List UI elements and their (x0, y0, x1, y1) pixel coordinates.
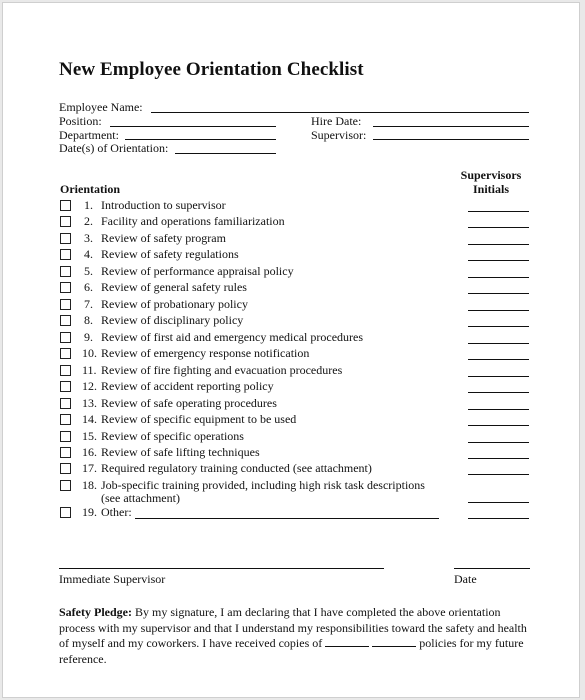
item-number: 11. (82, 363, 97, 377)
item-text: Review of specific operations (101, 429, 244, 443)
other-line[interactable] (135, 518, 439, 519)
document-page (2, 2, 580, 698)
checkbox[interactable] (60, 282, 71, 293)
initials-line[interactable] (468, 458, 529, 459)
orientation-header: Orientation (60, 182, 120, 196)
item-number: 8. (84, 313, 93, 327)
checkbox[interactable] (60, 315, 71, 326)
safety-pledge-label: Safety Pledge: (59, 605, 132, 619)
checkbox[interactable] (60, 200, 71, 211)
item-text: Review of safety regulations (101, 247, 239, 261)
dates-of-orientation-line[interactable] (175, 153, 276, 154)
checkbox[interactable] (60, 249, 71, 260)
item-text: Review of performance appraisal policy (101, 264, 294, 278)
item-text: Required regulatory training conducted (see attachment) (101, 461, 372, 475)
initials-line[interactable] (468, 409, 529, 410)
safety-pledge-text-end: policies for my future reference. (59, 636, 524, 666)
initials-line[interactable] (468, 244, 529, 245)
supervisor-line[interactable] (373, 139, 529, 140)
initials-line[interactable] (468, 502, 529, 503)
checkbox[interactable] (60, 233, 71, 244)
safety-pledge (59, 605, 539, 667)
item-number: 18. (82, 478, 97, 492)
item-text: Introduction to supervisor (101, 198, 226, 212)
item-text: Other: (101, 505, 132, 519)
supervisor-signature-line[interactable] (59, 568, 384, 569)
item-number: 5. (84, 264, 93, 278)
document-title: New Employee Orientation Checklist (59, 59, 364, 80)
item-text: Review of safe operating procedures (101, 396, 277, 410)
checkbox[interactable] (60, 266, 71, 277)
item-text: Review of safe lifting techniques (101, 445, 260, 459)
item-text-continued: (see attachment) (101, 491, 180, 505)
initials-line[interactable] (468, 227, 529, 228)
initials-line[interactable] (468, 277, 529, 278)
date-signature-line[interactable] (454, 568, 530, 569)
initials-line[interactable] (468, 260, 529, 261)
item-text: Review of general safety rules (101, 280, 247, 294)
position-line[interactable] (110, 126, 276, 127)
initials-line[interactable] (468, 343, 529, 344)
item-number: 7. (84, 297, 93, 311)
date-label: Date (454, 572, 477, 586)
initials-line[interactable] (468, 518, 529, 519)
initials-line[interactable] (468, 442, 529, 443)
employee-name-line[interactable] (151, 112, 529, 113)
item-number: 13. (82, 396, 97, 410)
supervisors-header-line1: Supervisors (460, 168, 522, 182)
immediate-supervisor-label: Immediate Supervisor (59, 572, 166, 586)
initials-line[interactable] (468, 474, 529, 475)
checkbox[interactable] (60, 299, 71, 310)
item-number: 12. (82, 379, 97, 393)
initials-line[interactable] (468, 326, 529, 327)
checkbox[interactable] (60, 447, 71, 458)
item-number: 1. (84, 198, 93, 212)
position-label: Position: (59, 114, 102, 128)
item-number: 3. (84, 231, 93, 245)
checkbox[interactable] (60, 216, 71, 227)
checkbox[interactable] (60, 381, 71, 392)
item-number: 2. (84, 214, 93, 228)
initials-line[interactable] (468, 376, 529, 377)
item-text: Review of first aid and emergency medical procedures (101, 330, 364, 344)
initials-line[interactable] (468, 310, 529, 311)
policy-blank-2[interactable] (372, 636, 416, 647)
hire-date-label: Hire Date: (311, 114, 362, 128)
item-text: Review of fire fighting and evacuation procedures (101, 363, 343, 377)
item-text: Review of specific equipment to be used (101, 412, 297, 426)
item-text: Review of disciplinary policy (101, 313, 244, 327)
supervisor-label: Supervisor: (311, 128, 367, 142)
department-label: Department: (59, 128, 119, 142)
checkbox[interactable] (60, 414, 71, 425)
checkbox[interactable] (60, 480, 71, 491)
department-line[interactable] (125, 139, 276, 140)
policy-blank-1[interactable] (325, 636, 369, 647)
checkbox[interactable] (60, 431, 71, 442)
item-number: 16. (82, 445, 97, 459)
checkbox[interactable] (60, 463, 71, 474)
checkbox[interactable] (60, 332, 71, 343)
item-text: Job-specific training provided, including high risk task descriptions (101, 478, 425, 492)
item-number: 17. (82, 461, 97, 475)
item-number: 6. (84, 280, 93, 294)
checkbox[interactable] (60, 398, 71, 409)
safety-pledge-text: By my signature, I am declaring that I have completed the above orientation process with my supervisor and that I understand my responsibilities toward the safety and health of myself and my coworkers. I have received copies of (59, 605, 527, 650)
item-text: Review of safety program (101, 231, 226, 245)
item-number: 15. (82, 429, 97, 443)
initials-line[interactable] (468, 392, 529, 393)
item-number: 10. (82, 346, 97, 360)
supervisors-header-line2: Initials (472, 182, 509, 196)
item-text: Facility and operations familiarization (101, 214, 285, 228)
checkbox[interactable] (60, 348, 71, 359)
item-text: Review of accident reporting policy (101, 379, 274, 393)
item-number: 19. (82, 505, 97, 519)
employee-name-label: Employee Name: (59, 100, 143, 114)
initials-line[interactable] (468, 211, 529, 212)
checkbox[interactable] (60, 365, 71, 376)
item-number: 4. (84, 247, 93, 261)
item-text: Review of probationary policy (101, 297, 248, 311)
supervisors-initials-header (451, 168, 531, 196)
checkbox[interactable] (60, 507, 71, 518)
initials-line[interactable] (468, 425, 529, 426)
item-number: 9. (84, 330, 93, 344)
initials-line[interactable] (468, 359, 529, 360)
hire-date-line[interactable] (373, 126, 529, 127)
item-number: 14. (82, 412, 97, 426)
dates-of-orientation-label: Date(s) of Orientation: (59, 141, 169, 155)
item-text: Review of emergency response notification (101, 346, 310, 360)
initials-line[interactable] (468, 293, 529, 294)
